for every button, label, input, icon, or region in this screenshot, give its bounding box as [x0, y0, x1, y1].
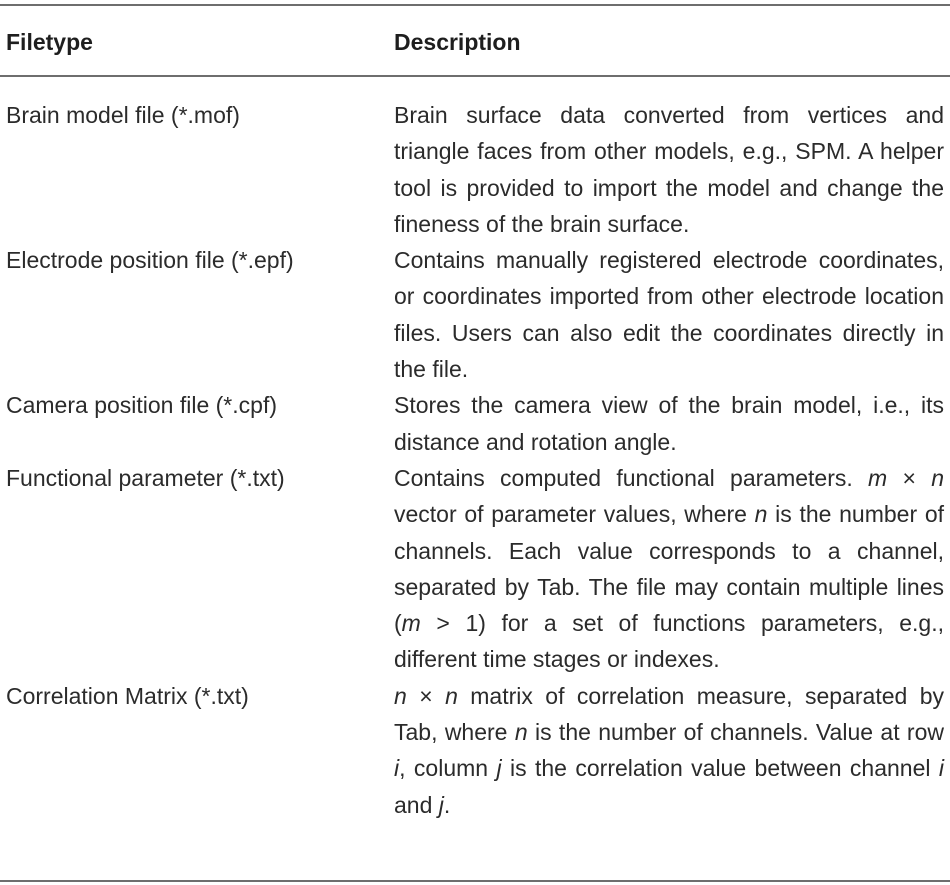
desc-text: × [406, 682, 446, 709]
description-cell [394, 460, 944, 678]
filetype-cell: Electrode position file (*.epf) [6, 247, 294, 274]
filetype-cell: Correlation Matrix (*.txt) [6, 682, 249, 709]
table-header-rule [0, 75, 950, 77]
math-var-j: j [438, 791, 444, 818]
desc-text: is the number of channels. Each value corresponds to a channel, separated by Tab. The file may contain multiple lines ( [394, 501, 944, 637]
math-var-j: j [496, 755, 502, 782]
math-var-i: i [938, 755, 944, 782]
table-row [0, 97, 950, 242]
desc-text: and [394, 791, 439, 818]
description-cell: Stores the camera view of the brain model, i.e., its distance and rotation angle. [394, 392, 944, 455]
desc-text: > 1) for a set of functions parameters, e.g., different time stages or indexes. [394, 610, 944, 673]
math-var-i: i [394, 755, 400, 782]
desc-text: × [887, 464, 932, 491]
header-description: Description [394, 29, 521, 55]
desc-text: vector of parameter values, where [394, 501, 755, 528]
desc-text: Contains computed functional parameters. [394, 464, 869, 491]
math-var-n: n [754, 501, 768, 528]
math-var-n: n [445, 682, 458, 709]
table-bottom-rule [0, 880, 950, 882]
filetype-cell: Functional parameter (*.txt) [6, 464, 285, 491]
description-cell [394, 678, 944, 823]
description-cell: Contains manually registered electrode coordinates, or coordinates imported from other electrode location files. Users can also edit the coordinates directly in the file. [394, 247, 944, 383]
desc-text: . [443, 791, 451, 818]
filetype-cell: Brain model file (*.mof) [6, 102, 240, 128]
math-var-m: m [868, 464, 888, 491]
table-row [0, 387, 950, 460]
description-cell: Brain surface data converted from vertices and triangle faces from other models, e.g., SPM. A helper tool is provided to import the model and change the fineness of the brain surface. [394, 102, 944, 237]
table-row [0, 678, 950, 823]
math-var-m: m [401, 610, 421, 637]
filetype-cell: Camera position file (*.cpf) [6, 392, 277, 419]
table-row [0, 460, 950, 678]
desc-text: is the correlation value between channel [501, 755, 939, 782]
desc-text: is the number of channels. Value at row [527, 719, 944, 746]
table-row [0, 242, 950, 387]
desc-text: matrix of correlation measure, separated by Tab, where [394, 682, 944, 746]
math-var-n: n [931, 464, 944, 491]
math-var-n: n [394, 682, 407, 709]
table-top-rule [0, 4, 950, 6]
table-body [0, 97, 950, 823]
desc-text: , column [399, 755, 497, 782]
table-header-row [0, 24, 950, 60]
header-filetype: Filetype [6, 29, 93, 55]
math-var-n: n [514, 719, 528, 746]
